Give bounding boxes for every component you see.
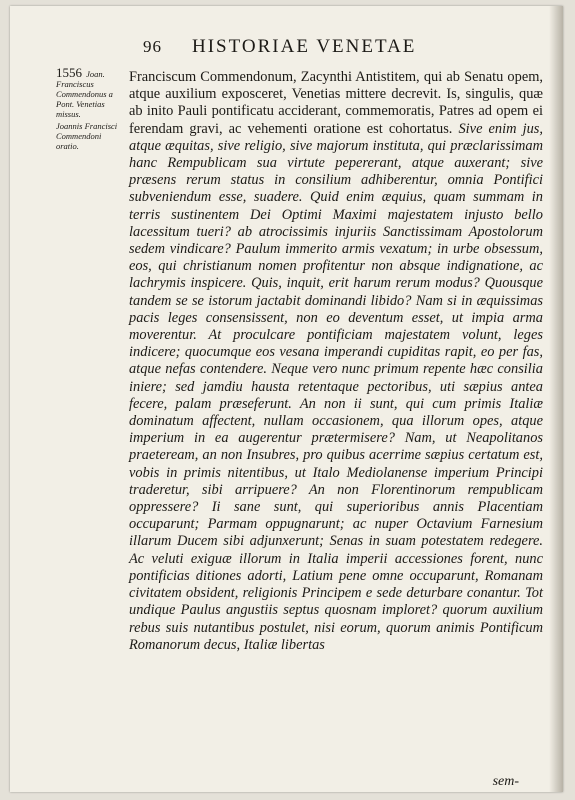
margin-note-oration: Joannis Francisci Commendoni oratio. — [56, 121, 118, 151]
running-title: HISTORIAE VENETAE — [192, 36, 417, 57]
page-number: 96 — [143, 37, 162, 56]
narrative-text: Franciscum Commendonum, Zacynthi Antistitem, qui ab Senatu opem, atque auxilium exposceret, Venetias mittere decrevit. Is, singulis, quæ ab inito Pauli pontificatu acciderant, commemoratis, Patres ad opem ei ferendam gravi, ac vehementi oratione est cohortatus. — [129, 69, 543, 137]
margin-year: 1556 — [56, 65, 82, 80]
catchword: sem- — [492, 774, 519, 789]
page-gutter-shadow — [549, 6, 563, 792]
main-text-block — [129, 69, 543, 654]
oration-text: Sive enim jus, atque æquitas, sive religio, sive majorum instituta, qui præclarissimam hanc Rempublicam sua virtute pepererant, atque auxerant; sive præsens rerum status in consilium adhiberentur, omnia Pontifici subveniendum esse, suadere. Quid enim æquius, quam summam in terris sustinentem Dei Optimi Maximi majestatem injusto bello lacessitum tueri? ab atrocissimis injuriis Sanctissimam Apostolorum sedem vindicare? Paulum immerito armis vexatum; in urbe obsessum, eos, qui christianum nomen profitentur non absque indignatione, ac lachrymis inspicere. Quis, inquit, erit harum rerum modus? Quousque tandem se se istorum jactabit dominandi libido? Nam si in æquissimas pacis leges consensissent, non eo deventum esset, ut impia arma moverentur. At proculcare pontificiam majestatem volunt, leges indicere; quocumque eos vesana imperandi cupiditas rapit, eo per fas, atque nefas contendere. Neque vero nunc primum repente hæc consilia iniere; sed jamdiu hausta retentaque pectoribus, uti sæpius antea fecere, palam præseferunt. An non ii sunt, qui cum primis Italiæ dominatum affectent, nullam occasionem, qua illorum opes, atque imperium in ea augerentur prætermisere? Nam, ut Neapolitanos praeteream, an non Insubres, pro quibus acerrime sæpius certatum est, vobis in primis nitentibus, ut Italo Mediolanense imperium Principi traderetur, sibi arripuere? An non Florentinorum rempublicam oppressere? Ii sane sunt, qui superioribus annis Placentiam occuparunt; Parmam oppugnarunt; ac nuper Octavium Farnesium illarum Ducem sibi adjunxerunt; Senas in suam potestatem redegere. Ac veluti exiguæ illorum in Italia imperii accessiones forent, nunc pontificias ditiones adorti, Latium pene omne occuparunt, Romanam civitatem obsident, religionis Principem e sede deturbare conantur. Tot undique Paulus angustiis septus quosnam imploret? quorum auxilium rebus suis nutantibus postulet, nisi eorum, quorum animis Pontificum Romanorum decus, Italiæ libertas — [129, 120, 543, 653]
marginal-notes — [56, 65, 118, 151]
book-page — [10, 6, 563, 792]
margin-note-envoy: Joan. Franciscus Commendonus a Pont. Venetias missus. — [56, 69, 113, 119]
page-header — [143, 36, 416, 58]
